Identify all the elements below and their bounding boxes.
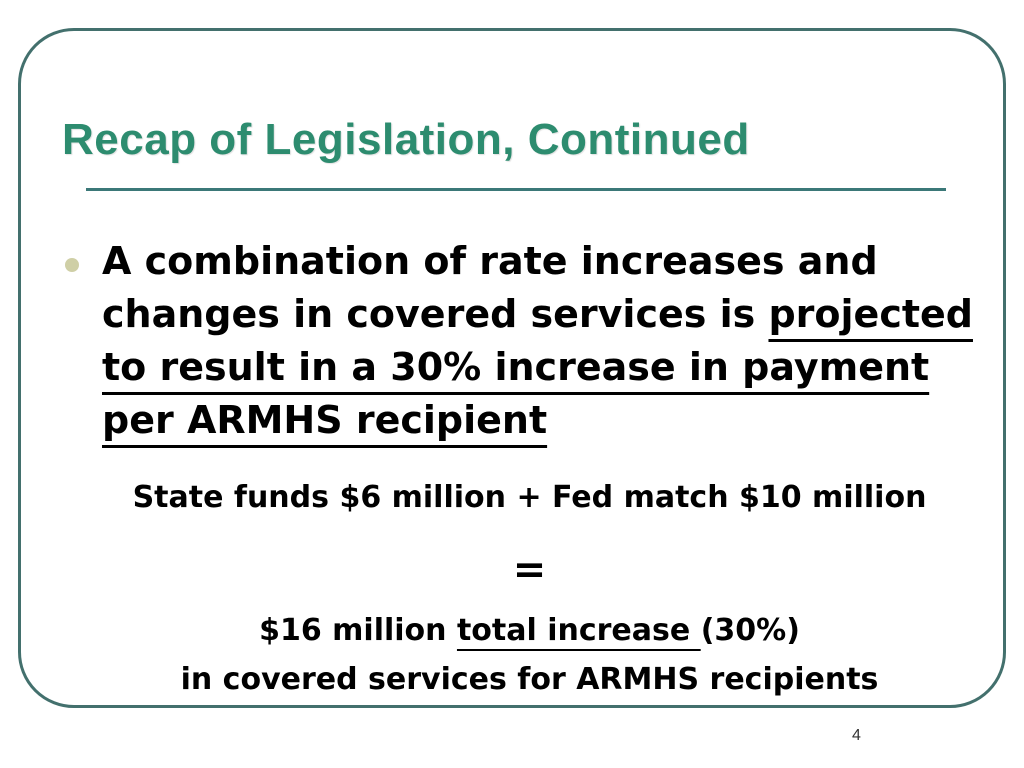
- funds-line: State funds $6 million + Fed match $10 million: [132, 480, 927, 515]
- bullet-text: [102, 235, 987, 447]
- result-line: [102, 613, 957, 649]
- result-note: in covered services for ARMHS recipients: [180, 662, 879, 697]
- equals-sign: =: [512, 547, 547, 593]
- bullet-text-underlined: projected to result in a 30% increase in payment per ARMHS recipient: [102, 292, 973, 442]
- bullet-text-plain: A combination of rate increases and changes in covered services is: [102, 239, 878, 336]
- result-prefix: $16 million: [259, 613, 457, 648]
- bullet-marker: [65, 258, 79, 272]
- title-divider: [86, 188, 946, 191]
- page-number: 4: [852, 727, 861, 744]
- slide-title: Recap of Legislation, Continued: [62, 115, 750, 164]
- result-underlined: total increase: [456, 613, 701, 648]
- result-suffix: (30%): [700, 613, 800, 648]
